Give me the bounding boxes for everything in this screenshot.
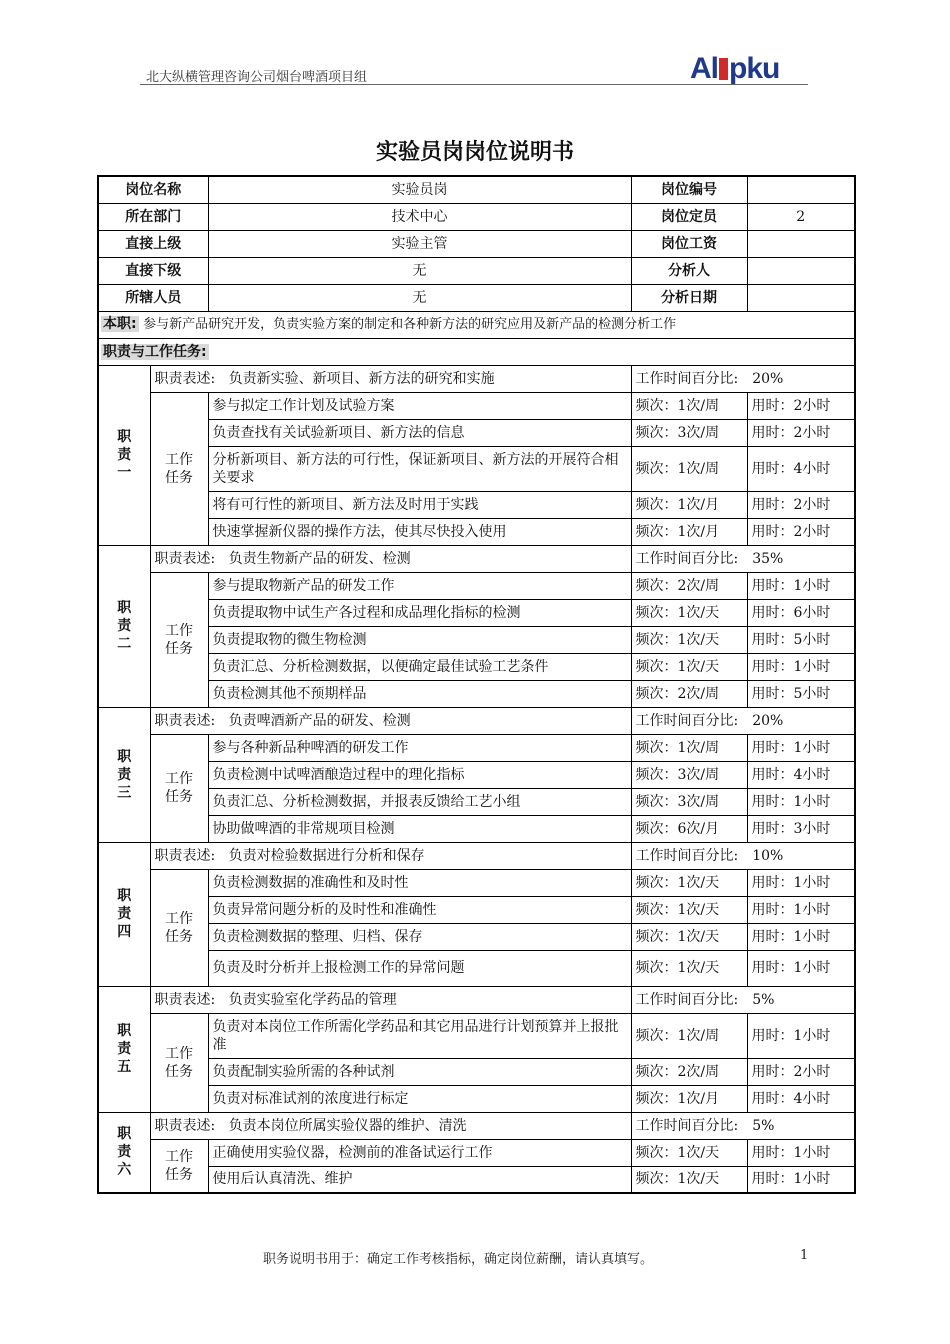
task-duration: 用时：2小时 bbox=[747, 491, 855, 518]
task-row bbox=[98, 599, 855, 626]
info-row bbox=[98, 257, 855, 284]
duty-summary-text: 参与新产品研究开发，负责实验方案的制定和各种新方法的研究应用及新产品的检测分析工作 bbox=[143, 317, 677, 332]
task-row bbox=[98, 1085, 855, 1112]
task-frequency: 频次：2次/周 bbox=[631, 572, 747, 599]
duty-statement-row bbox=[98, 842, 855, 869]
task-row bbox=[98, 626, 855, 653]
info-label: 所辖人员 bbox=[98, 284, 208, 311]
info-value bbox=[747, 257, 855, 284]
task-row bbox=[98, 1139, 855, 1166]
brand-logo bbox=[690, 52, 779, 86]
duty-percent: 工作时间百分比: 5% bbox=[631, 1112, 855, 1139]
info-value: 无 bbox=[208, 257, 631, 284]
duty-statement-text: 负责对检验数据进行分析和保存 bbox=[228, 847, 425, 864]
task-duration: 用时：2小时 bbox=[747, 392, 855, 419]
duty-percent: 工作时间百分比: 10% bbox=[631, 842, 855, 869]
info-value: 实验员岗 bbox=[208, 176, 631, 203]
task-description: 负责查找有关试验新项目、新方法的信息 bbox=[208, 419, 631, 446]
info-value bbox=[747, 176, 855, 203]
duty-number bbox=[98, 986, 150, 1112]
duty-number-char: 三 bbox=[117, 784, 132, 801]
task-description: 负责提取物中试生产各过程和成品理化指标的检测 bbox=[208, 599, 631, 626]
task-description: 负责及时分析并上报检测工作的异常问题 bbox=[208, 950, 631, 986]
task-description: 将有可行性的新项目、新方法及时用于实践 bbox=[208, 491, 631, 518]
task-group-label-line: 任务 bbox=[165, 1166, 193, 1183]
task-group-label-line: 工作 bbox=[165, 1045, 193, 1062]
task-group-label-line: 任务 bbox=[165, 640, 193, 657]
duty-percent: 工作时间百分比: 35% bbox=[631, 545, 855, 572]
duty-statement-row bbox=[98, 545, 855, 572]
task-row bbox=[98, 923, 855, 950]
task-description: 使用后认真清洗、维护 bbox=[208, 1166, 631, 1193]
duty-number-char: 二 bbox=[117, 636, 132, 652]
task-duration: 用时：1小时 bbox=[747, 1013, 855, 1058]
info-value: 无 bbox=[208, 284, 631, 311]
task-description: 参与拟定工作计划及试验方案 bbox=[208, 392, 631, 419]
info-row bbox=[98, 284, 855, 311]
header-company: 北大纵横管理咨询公司烟台啤酒项目组 bbox=[146, 70, 368, 85]
duty-statement-row bbox=[98, 986, 855, 1013]
task-group-label bbox=[150, 734, 208, 842]
duty-number-char: 四 bbox=[117, 924, 132, 940]
task-row bbox=[98, 788, 855, 815]
info-value bbox=[747, 284, 855, 311]
task-description: 负责检测其他不预期样品 bbox=[208, 680, 631, 707]
duty-statement bbox=[150, 986, 631, 1013]
info-label: 分析人 bbox=[631, 257, 747, 284]
task-description: 负责汇总、分析检测数据，以便确定最佳试验工艺条件 bbox=[208, 653, 631, 680]
task-frequency: 频次：1次/天 bbox=[631, 923, 747, 950]
task-group-label-line: 任务 bbox=[165, 469, 193, 486]
task-frequency: 频次：1次/月 bbox=[631, 1085, 747, 1112]
task-group-label-line: 工作 bbox=[165, 622, 193, 639]
duty-number-char: 责 bbox=[117, 766, 132, 783]
task-duration: 用时：5小时 bbox=[747, 626, 855, 653]
task-duration: 用时：2小时 bbox=[747, 419, 855, 446]
task-duration: 用时：2小时 bbox=[747, 1058, 855, 1085]
duty-number-char: 责 bbox=[117, 447, 132, 463]
task-group-label bbox=[150, 1139, 208, 1193]
duty-number bbox=[98, 365, 150, 545]
page-number: 1 bbox=[800, 1248, 809, 1263]
task-description: 正确使用实验仪器，检测前的准备试运行工作 bbox=[208, 1139, 631, 1166]
info-label: 直接下级 bbox=[98, 257, 208, 284]
info-row bbox=[98, 230, 855, 257]
task-frequency: 频次：1次/周 bbox=[631, 734, 747, 761]
info-label: 岗位编号 bbox=[631, 176, 747, 203]
duty-statement bbox=[150, 545, 631, 572]
task-description: 分析新项目、新方法的可行性，保证新项目、新方法的开展符合相关要求 bbox=[208, 446, 631, 491]
task-duration: 用时：1小时 bbox=[747, 923, 855, 950]
info-label: 岗位定员 bbox=[631, 203, 747, 230]
duty-statement bbox=[150, 1112, 631, 1139]
duty-number-char: 六 bbox=[117, 1162, 132, 1179]
duty-statement-text: 负责新实验、新项目、新方法的研究和实施 bbox=[228, 370, 495, 387]
duty-number bbox=[98, 545, 150, 707]
duty-number-char: 责 bbox=[117, 906, 132, 922]
task-duration: 用时：2小时 bbox=[747, 518, 855, 545]
task-frequency: 频次：1次/天 bbox=[631, 626, 747, 653]
duty-statement-text: 负责实验室化学药品的管理 bbox=[228, 991, 397, 1008]
task-frequency: 频次：1次/周 bbox=[631, 392, 747, 419]
task-duration: 用时：1小时 bbox=[747, 869, 855, 896]
task-frequency: 频次：1次/月 bbox=[631, 518, 747, 545]
task-duration: 用时：4小时 bbox=[747, 761, 855, 788]
duty-percent: 工作时间百分比: 20% bbox=[631, 707, 855, 734]
task-frequency: 频次：3次/周 bbox=[631, 419, 747, 446]
task-description: 负责对本岗位工作所需化学药品和其它用品进行计划预算并上报批准 bbox=[208, 1013, 631, 1058]
task-row bbox=[98, 950, 855, 986]
duty-number-char: 责 bbox=[117, 1144, 132, 1161]
duty-number-char: 一 bbox=[117, 465, 132, 481]
duty-statement bbox=[150, 707, 631, 734]
task-description: 负责检测数据的准确性和及时性 bbox=[208, 869, 631, 896]
task-frequency: 频次：1次/天 bbox=[631, 653, 747, 680]
footer-note: 职务说明书用于：确定工作考核指标，确定岗位薪酬，请认真填写。 bbox=[263, 1252, 654, 1267]
duty-number-char: 责 bbox=[117, 1041, 132, 1057]
task-duration: 用时：1小时 bbox=[747, 1139, 855, 1166]
task-row bbox=[98, 518, 855, 545]
task-group-label-line: 工作 bbox=[165, 910, 193, 927]
duty-number-char: 五 bbox=[117, 1059, 132, 1075]
logo-bar-icon bbox=[719, 58, 728, 80]
task-row bbox=[98, 392, 855, 419]
duty-statement-label: 职责表述: bbox=[154, 847, 216, 864]
duty-statement-label: 职责表述: bbox=[154, 1117, 216, 1134]
task-frequency: 频次：2次/周 bbox=[631, 1058, 747, 1085]
document-title: 实验员岗岗位说明书 bbox=[375, 140, 574, 165]
task-group-label-line: 工作 bbox=[165, 1148, 193, 1165]
task-frequency: 频次：2次/周 bbox=[631, 680, 747, 707]
duty-number bbox=[98, 1112, 150, 1193]
duty-number-char: 职 bbox=[117, 600, 132, 616]
task-frequency: 频次：1次/天 bbox=[631, 599, 747, 626]
task-duration: 用时：5小时 bbox=[747, 680, 855, 707]
task-description: 参与各种新品种啤酒的研发工作 bbox=[208, 734, 631, 761]
task-duration: 用时：1小时 bbox=[747, 572, 855, 599]
duty-number-char: 职 bbox=[117, 429, 132, 445]
section-row bbox=[98, 338, 855, 365]
task-row bbox=[98, 491, 855, 518]
duty-statement-text: 负责生物新产品的研发、检测 bbox=[228, 550, 411, 567]
section-label: 职责与工作任务: bbox=[103, 343, 207, 360]
task-description: 协助做啤酒的非常规项目检测 bbox=[208, 815, 631, 842]
duty-percent: 工作时间百分比: 5% bbox=[631, 986, 855, 1013]
task-description: 负责配制实验所需的各种试剂 bbox=[208, 1058, 631, 1085]
info-value: 2 bbox=[747, 203, 855, 230]
logo-text-right: pku bbox=[729, 52, 780, 85]
task-duration: 用时：6小时 bbox=[747, 599, 855, 626]
task-description: 快速掌握新仪器的操作方法，使其尽快投入使用 bbox=[208, 518, 631, 545]
duty-number-char: 职 bbox=[117, 888, 132, 904]
task-group-label bbox=[150, 869, 208, 986]
task-description: 负责异常问题分析的及时性和准确性 bbox=[208, 896, 631, 923]
duty-statement-row bbox=[98, 1112, 855, 1139]
task-row bbox=[98, 419, 855, 446]
info-value: 实验主管 bbox=[208, 230, 631, 257]
task-frequency: 频次：1次/月 bbox=[631, 491, 747, 518]
task-duration: 用时：1小时 bbox=[747, 788, 855, 815]
info-label: 岗位名称 bbox=[98, 176, 208, 203]
task-frequency: 频次：1次/天 bbox=[631, 950, 747, 986]
duty-number-char: 责 bbox=[117, 618, 132, 634]
task-group-label-line: 工作 bbox=[165, 451, 193, 468]
task-row bbox=[98, 869, 855, 896]
task-description: 参与提取物新产品的研发工作 bbox=[208, 572, 631, 599]
task-duration: 用时：1小时 bbox=[747, 734, 855, 761]
task-duration: 用时：4小时 bbox=[747, 446, 855, 491]
duty-number-char: 职 bbox=[117, 748, 132, 765]
task-duration: 用时：1小时 bbox=[747, 896, 855, 923]
task-frequency: 频次：6次/月 bbox=[631, 815, 747, 842]
task-group-label bbox=[150, 1013, 208, 1112]
duty-statement-label: 职责表述: bbox=[154, 370, 216, 387]
info-label: 岗位工资 bbox=[631, 230, 747, 257]
task-row bbox=[98, 446, 855, 491]
task-group-label bbox=[150, 572, 208, 707]
duty-statement bbox=[150, 842, 631, 869]
duty-summary-row bbox=[98, 311, 855, 338]
task-duration: 用时：3小时 bbox=[747, 815, 855, 842]
duty-statement-text: 负责本岗位所属实验仪器的维护、清洗 bbox=[228, 1117, 467, 1134]
task-row bbox=[98, 572, 855, 599]
task-group-label bbox=[150, 392, 208, 545]
task-row bbox=[98, 653, 855, 680]
task-row bbox=[98, 734, 855, 761]
task-description: 负责检测数据的整理、归档、保存 bbox=[208, 923, 631, 950]
task-description: 负责对标准试剂的浓度进行标定 bbox=[208, 1085, 631, 1112]
duty-number bbox=[98, 842, 150, 986]
info-label: 所在部门 bbox=[98, 203, 208, 230]
task-description: 负责提取物的微生物检测 bbox=[208, 626, 631, 653]
info-row bbox=[98, 176, 855, 203]
info-value bbox=[747, 230, 855, 257]
task-row bbox=[98, 815, 855, 842]
info-label: 直接上级 bbox=[98, 230, 208, 257]
duty-statement bbox=[150, 365, 631, 392]
task-row bbox=[98, 761, 855, 788]
task-row bbox=[98, 1013, 855, 1058]
duty-number-char: 职 bbox=[117, 1023, 132, 1039]
task-row bbox=[98, 1058, 855, 1085]
duty-statement-text: 负责啤酒新产品的研发、检测 bbox=[228, 712, 411, 729]
duty-number-char: 职 bbox=[117, 1126, 132, 1143]
task-frequency: 频次：1次/周 bbox=[631, 446, 747, 491]
task-group-label-line: 任务 bbox=[165, 789, 193, 805]
task-frequency: 频次：3次/周 bbox=[631, 761, 747, 788]
duty-summary-label: 本职: bbox=[103, 316, 137, 332]
duty-percent: 工作时间百分比: 20% bbox=[631, 365, 855, 392]
task-duration: 用时：4小时 bbox=[747, 1085, 855, 1112]
task-frequency: 频次：1次/天 bbox=[631, 1139, 747, 1166]
task-description: 负责汇总、分析检测数据，并报表反馈给工艺小组 bbox=[208, 788, 631, 815]
task-row bbox=[98, 1166, 855, 1193]
task-frequency: 频次：1次/天 bbox=[631, 896, 747, 923]
duty-statement-label: 职责表述: bbox=[154, 991, 216, 1008]
task-row bbox=[98, 680, 855, 707]
duty-statement-row bbox=[98, 707, 855, 734]
info-row bbox=[98, 203, 855, 230]
task-duration: 用时：1小时 bbox=[747, 653, 855, 680]
logo-text-left: Al bbox=[690, 52, 718, 85]
job-description-table bbox=[97, 175, 856, 1194]
duty-summary bbox=[98, 311, 855, 338]
task-group-label-line: 工作 bbox=[165, 771, 193, 787]
task-frequency: 频次：1次/周 bbox=[631, 1013, 747, 1058]
info-label: 分析日期 bbox=[631, 284, 747, 311]
task-description: 负责检测中试啤酒酿造过程中的理化指标 bbox=[208, 761, 631, 788]
task-row bbox=[98, 896, 855, 923]
duty-statement-row bbox=[98, 365, 855, 392]
task-frequency: 频次：1次/天 bbox=[631, 1166, 747, 1193]
duty-number bbox=[98, 707, 150, 842]
task-duration: 用时：1小时 bbox=[747, 950, 855, 986]
duty-statement-label: 职责表述: bbox=[154, 550, 216, 567]
task-frequency: 频次：3次/周 bbox=[631, 788, 747, 815]
info-value: 技术中心 bbox=[208, 203, 631, 230]
task-frequency: 频次：1次/天 bbox=[631, 869, 747, 896]
task-group-label-line: 任务 bbox=[165, 1063, 193, 1080]
task-duration: 用时：1小时 bbox=[747, 1166, 855, 1193]
task-group-label-line: 任务 bbox=[165, 928, 193, 945]
section-header bbox=[98, 338, 855, 365]
duty-statement-label: 职责表述: bbox=[154, 712, 216, 729]
